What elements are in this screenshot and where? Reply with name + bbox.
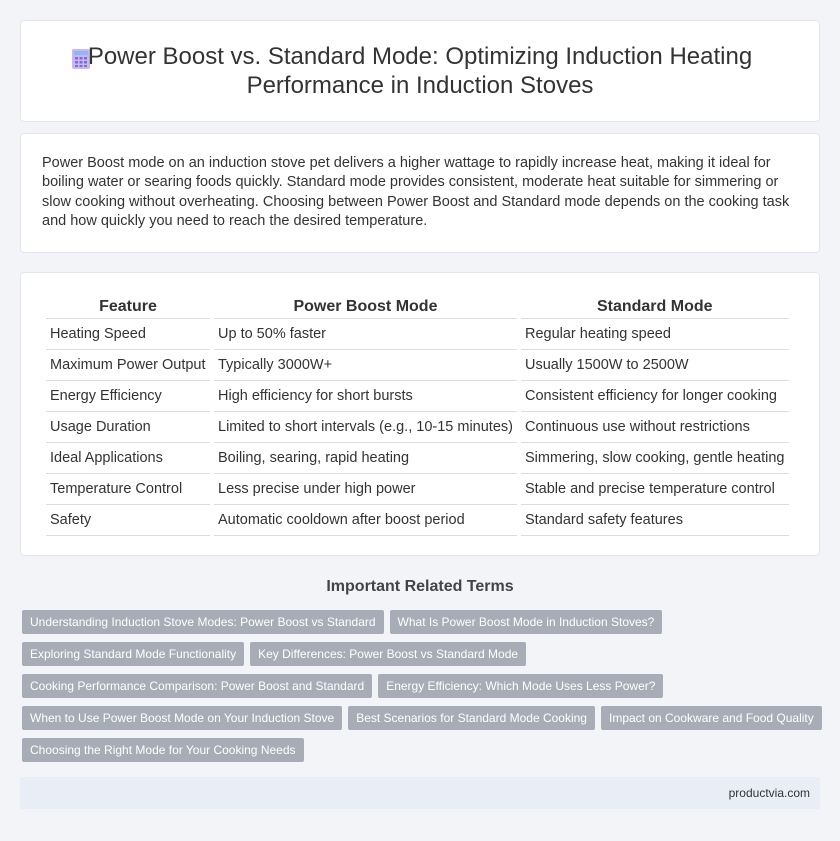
- table-cell: Energy Efficiency: [46, 381, 210, 412]
- table-cell: Stable and precise temperature control: [521, 474, 789, 505]
- footer: [20, 777, 820, 809]
- related-term-link[interactable]: Key Differences: Power Boost vs Standard Mode: [250, 642, 526, 666]
- tag-row: [22, 738, 822, 762]
- column-header-standard: Standard Mode: [521, 295, 789, 319]
- table-cell: High efficiency for short bursts: [214, 381, 517, 412]
- related-term-link[interactable]: What Is Power Boost Mode in Induction Stoves?: [390, 610, 663, 634]
- table-cell: Less precise under high power: [214, 474, 517, 505]
- table-cell: Heating Speed: [46, 319, 210, 350]
- table-cell: Temperature Control: [46, 474, 210, 505]
- table-cell: Simmering, slow cooking, gentle heating: [521, 443, 789, 474]
- related-term-link[interactable]: Understanding Induction Stove Modes: Power Boost vs Standard: [22, 610, 384, 634]
- table-cell: Typically 3000W+: [214, 350, 517, 381]
- table-row: [46, 381, 789, 412]
- table-cell: Boiling, searing, rapid heating: [214, 443, 517, 474]
- page-title: Power Boost vs. Standard Mode: Optimizing Induction Heating Performance in Induction Stoves: [87, 43, 753, 99]
- header-card: [20, 20, 820, 122]
- related-term-link[interactable]: Choosing the Right Mode for Your Cooking Needs: [22, 738, 304, 762]
- table-cell: Automatic cooldown after boost period: [214, 505, 517, 536]
- table-cell: Standard safety features: [521, 505, 789, 536]
- table-row: [46, 319, 789, 350]
- tag-row: [22, 610, 822, 634]
- table-cell: Up to 50% faster: [214, 319, 517, 350]
- table-header-row: [46, 295, 789, 319]
- related-term-link[interactable]: When to Use Power Boost Mode on Your Induction Stove: [22, 706, 342, 730]
- comparison-table: [42, 295, 793, 536]
- related-term-link[interactable]: Best Scenarios for Standard Mode Cooking: [348, 706, 595, 730]
- table-cell: Safety: [46, 505, 210, 536]
- footer-site-name: productvia.com: [728, 786, 810, 800]
- table-row: [46, 350, 789, 381]
- table-row: [46, 505, 789, 536]
- table-cell: Maximum Power Output: [46, 350, 210, 381]
- table-cell: Regular heating speed: [521, 319, 789, 350]
- table-row: [46, 412, 789, 443]
- intro-card: [20, 133, 820, 253]
- related-terms-list: [22, 610, 822, 770]
- related-term-link[interactable]: Energy Efficiency: Which Mode Uses Less Power?: [378, 674, 663, 698]
- related-term-link[interactable]: Exploring Standard Mode Functionality: [22, 642, 244, 666]
- table-cell: Usually 1500W to 2500W: [521, 350, 789, 381]
- tag-row: [22, 642, 822, 666]
- related-terms-title: Important Related Terms: [326, 578, 514, 595]
- related-term-link[interactable]: Cooking Performance Comparison: Power Boost and Standard: [22, 674, 372, 698]
- table-cell: Consistent efficiency for longer cooking: [521, 381, 789, 412]
- table-cell: Continuous use without restrictions: [521, 412, 789, 443]
- table-cell: Ideal Applications: [46, 443, 210, 474]
- column-header-feature: Feature: [46, 295, 210, 319]
- intro-paragraph: Power Boost mode on an induction stove pet delivers a higher wattage to rapidly increase heat, making it ideal for boiling water or searing foods quickly. Standard mode provides consistent, moderate heat suitable for simmering or slow cooking without overheating. Choosing between Power Boost and Standard mode depends on the cooking task and how quickly you need to reach the desired temperature.: [42, 155, 790, 229]
- column-header-power-boost: Power Boost Mode: [214, 295, 517, 319]
- table-row: [46, 474, 789, 505]
- table-row: [46, 443, 789, 474]
- table-cell: Limited to short intervals (e.g., 10-15 minutes): [214, 412, 517, 443]
- comparison-table-card: [20, 272, 820, 556]
- table-cell: Usage Duration: [46, 412, 210, 443]
- related-term-link[interactable]: Impact on Cookware and Food Quality: [601, 706, 822, 730]
- tag-row: [22, 674, 822, 698]
- tag-row: [22, 706, 822, 730]
